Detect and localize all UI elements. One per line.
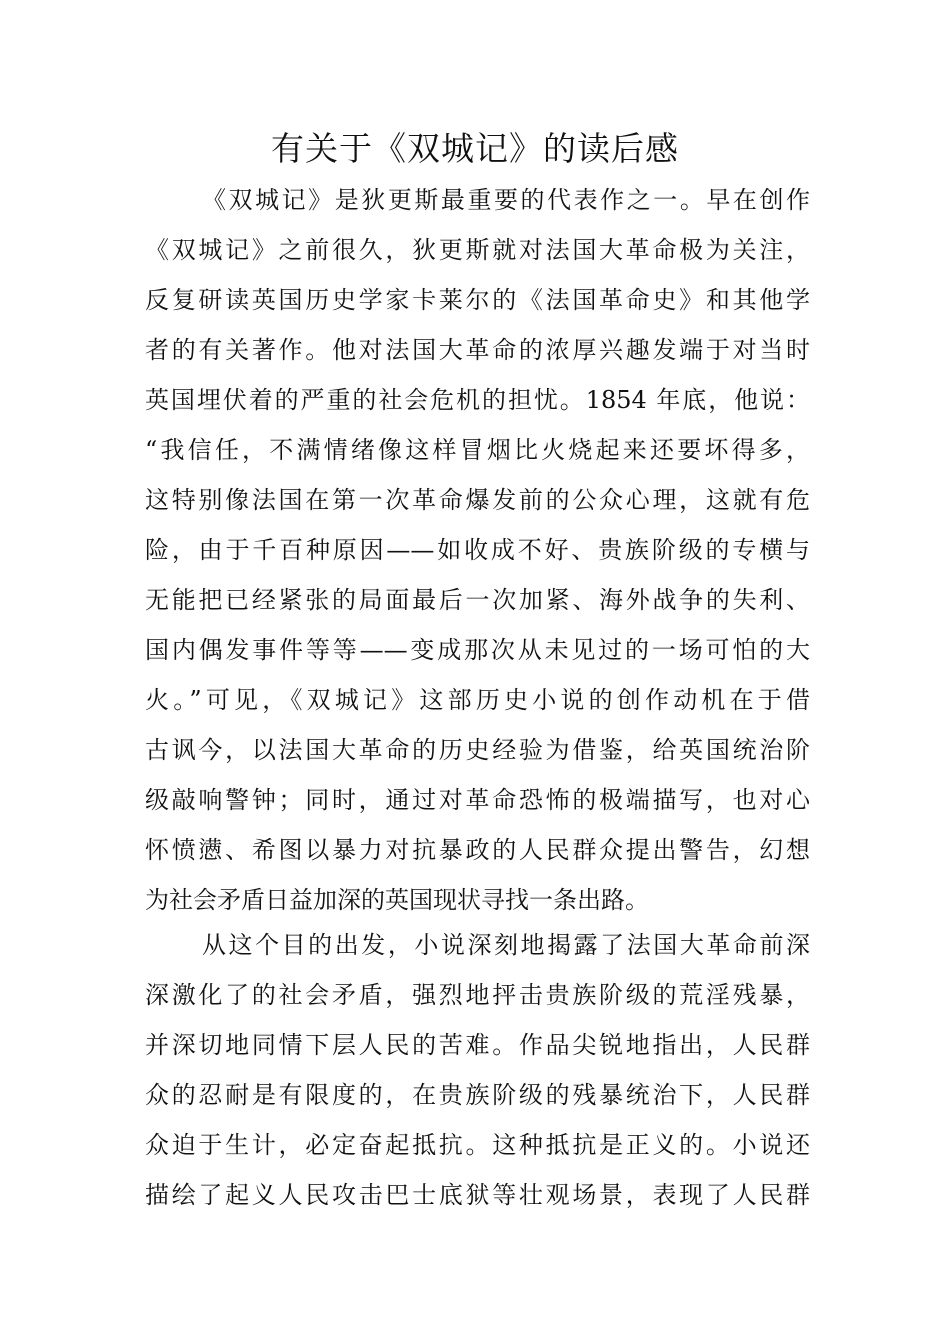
paragraph-line: 为社会矛盾日益加深的英国现状寻找一条出路。	[145, 886, 649, 914]
document-title: 有关于《双城记》的读后感	[271, 129, 679, 168]
paragraph-line: 描绘了起义人民攻击巴士底狱等壮观场景，表现了人民群	[145, 1181, 810, 1209]
paragraph-line: 级敲响警钟；同时，通过对革命恐怖的极端描写，也对心	[145, 786, 810, 814]
paragraph-line: 深激化了的社会矛盾，强烈地抨击贵族阶级的荒淫残暴，	[145, 981, 810, 1009]
paragraph-line: 众的忍耐是有限度的，在贵族阶级的残暴统治下，人民群	[145, 1081, 810, 1109]
paragraph-line: 怀愤懑、希图以暴力对抗暴政的人民群众提出警告，幻想	[145, 836, 810, 864]
paragraph-line: 国内偶发事件等等——变成那次从未见过的一场可怕的大	[145, 636, 810, 664]
paragraph-line: 《双城记》之前很久，狄更斯就对法国大革命极为关注，	[145, 236, 810, 264]
paragraph-line: 《双城记》是狄更斯最重要的代表作之一。早在创作	[202, 186, 810, 214]
paragraph-line: 古讽今，以法国大革命的历史经验为借鉴，给英国统治阶	[145, 736, 810, 764]
paragraph-line: “我信任，不满情绪像这样冒烟比火烧起来还要坏得多，	[145, 436, 810, 464]
paragraph-line: 从这个目的出发，小说深刻地揭露了法国大革命前深	[202, 931, 810, 959]
paragraph-line: 这特别像法国在第一次革命爆发前的公众心理，这就有危	[145, 486, 810, 514]
paragraph-line: 者的有关著作。他对法国大革命的浓厚兴趣发端于对当时	[145, 336, 810, 364]
paragraph-1	[145, 175, 810, 925]
paragraph-line: 并深切地同情下层人民的苦难。作品尖锐地指出，人民群	[145, 1031, 810, 1059]
paragraph-line: 无能把已经紧张的局面最后一次加紧、海外战争的失利、	[145, 586, 810, 614]
paragraph-line: 险，由于千百种原因——如收成不好、贵族阶级的专横与	[145, 536, 810, 564]
paragraph-2	[145, 920, 810, 1220]
paragraph-line: 众迫于生计，必定奋起抵抗。这种抵抗是正义的。小说还	[145, 1131, 810, 1159]
paragraph-line: 火。”可见，《双城记》这部历史小说的创作动机在于借	[145, 686, 810, 714]
paragraph-line: 反复研读英国历史学家卡莱尔的《法国革命史》和其他学	[145, 286, 810, 314]
paragraph-line: 英国埋伏着的严重的社会危机的担忧。1854 年底，他说：	[145, 386, 810, 414]
